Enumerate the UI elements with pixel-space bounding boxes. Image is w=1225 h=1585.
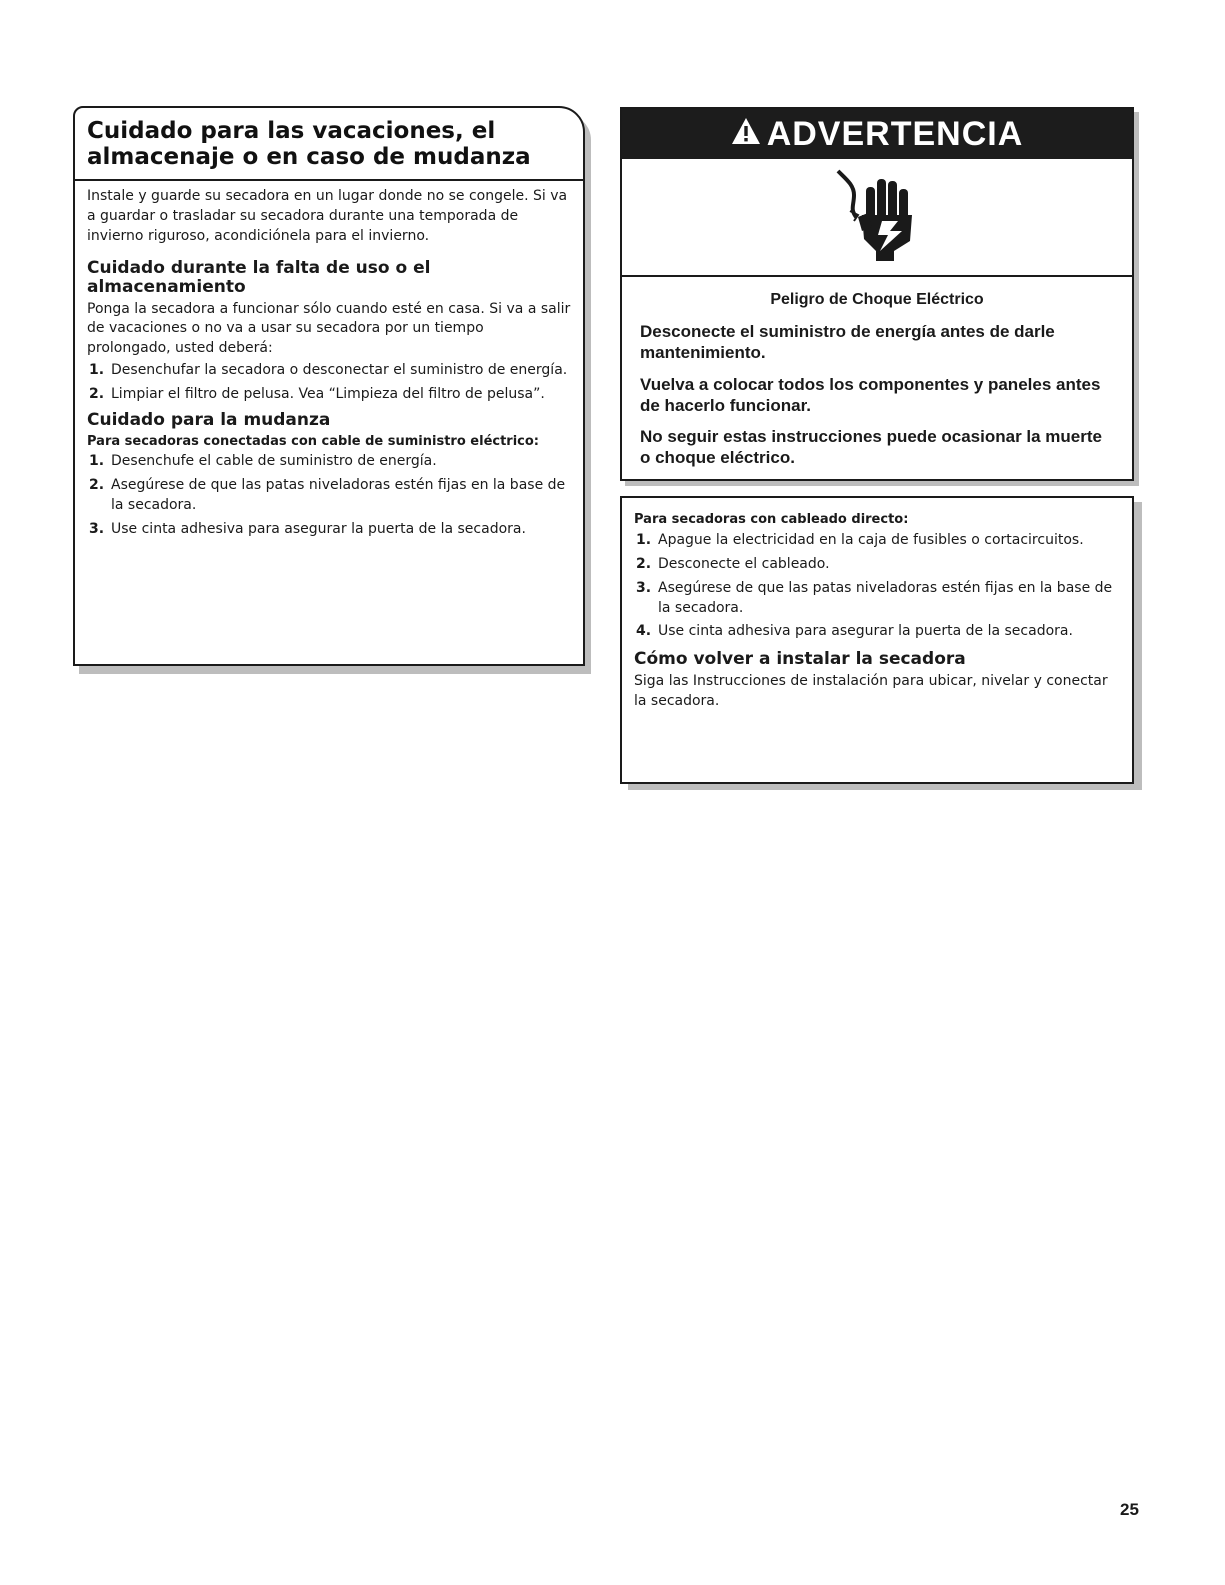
vacation-storage-moving-section	[73, 106, 585, 666]
warning-subtitle: Peligro de Choque Eléctrico	[770, 291, 984, 308]
warning-line: Vuelva a colocar todos los componentes y paneles antes de hacerlo funcionar.	[640, 374, 1101, 415]
intro-paragraph: Instale y guarde su secadora en un lugar donde no se congele. Si va a guardar o trasladar su secadora durante una temporada de invierno riguroso, acondiciónela para el invierno.	[87, 187, 568, 244]
page-number: 25	[1120, 1500, 1139, 1519]
electric-shock-hand-icon	[832, 165, 922, 269]
non-use-storage-text: Ponga la secadora a funcionar sólo cuando esté en casa. Si va a salir de vacaciones o no va a usar su secadora por un tiempo prolongado, usted deberá:	[87, 300, 571, 357]
warning-line: No seguir estas instrucciones puede ocasionar la muerte o choque eléctrico.	[640, 427, 1102, 468]
reinstall-heading: Cómo volver a instalar la secadora	[634, 649, 966, 670]
list-item: 1. Desenchufe el cable de suministro de energía.	[89, 453, 437, 470]
non-use-steps-list	[87, 361, 571, 405]
list-item: 3. Asegúrese de que las patas niveladoras estén fijas en la base de la secadora.	[636, 579, 1113, 616]
warning-title: ADVERTENCIA	[766, 114, 1024, 153]
direct-wired-label: Para secadoras con cableado directo:	[634, 512, 909, 527]
warning-line: Desconecte el suministro de energía antes de darle mantenimiento.	[640, 322, 1055, 363]
warning-triangle-icon	[731, 115, 761, 154]
non-use-storage-heading: Cuidado durante la falta de uso o el almacenamiento	[87, 257, 431, 298]
moving-care-heading: Cuidado para la mudanza	[87, 409, 331, 430]
direct-wired-steps-list	[634, 531, 1120, 642]
list-item: 3. Use cinta adhesiva para asegurar la puerta de la secadora.	[89, 521, 526, 538]
list-item: 1. Desenchufar la secadora o desconectar el suministro de energía.	[89, 362, 568, 379]
direct-wired-dryers-section	[620, 496, 1134, 784]
moving-steps-list	[87, 452, 571, 540]
list-item: 2. Limpiar el filtro de pelusa. Vea “Limpieza del filtro de pelusa”.	[89, 386, 545, 403]
list-item: 1. Apague la electricidad en la caja de fusibles o cortacircuitos.	[636, 531, 1084, 548]
list-item: 2. Asegúrese de que las patas niveladoras estén fijas en la base de la secadora.	[89, 477, 566, 514]
section-title: Cuidado para las vacaciones, el almacenaje o en caso de mudanza	[75, 108, 583, 181]
warning-box	[620, 107, 1134, 481]
warning-header	[622, 109, 1132, 159]
list-item: 4. Use cinta adhesiva para asegurar la puerta de la secadora.	[636, 623, 1073, 640]
reinstall-text: Siga las Instrucciones de instalación para ubicar, nivelar y conectar la secadora.	[634, 672, 1108, 709]
power-cord-dryers-label: Para secadoras conectadas con cable de suministro eléctrico:	[87, 433, 540, 449]
list-item: 2. Desconecte el cableado.	[636, 555, 830, 572]
